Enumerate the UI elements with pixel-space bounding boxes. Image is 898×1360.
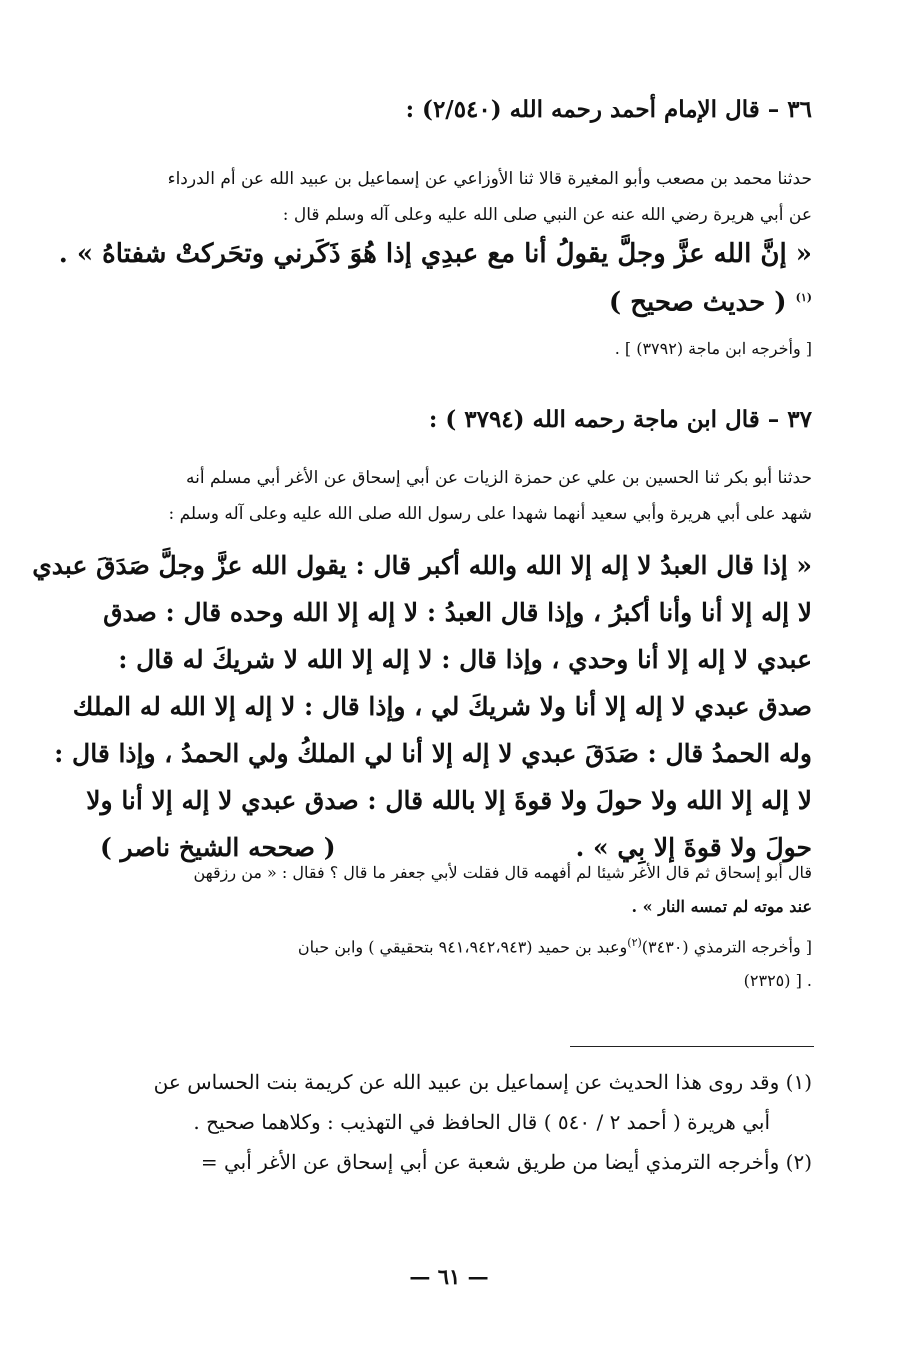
- hadith-grading: ( صححه الشيخ ناصر ): [100, 833, 336, 862]
- footnote-line: (٢) وأخرجه الترمذي أيضا من طريق شعبة عن أبي إسحاق عن الأغر أبي =: [200, 1150, 812, 1174]
- commentary-line: قال أبو إسحاق ثم قال الأغر شيئا لم أفهمه قال فقلت لأبي جعفر ما قال ؟ فقال : « من رزقهن: [193, 863, 812, 882]
- hadith-line: وله الحمدُ قال : صَدَقَ عبدي لا إله إلا أنا لي الملكُ ولي الحمدُ ، وإذا قال :: [54, 739, 812, 768]
- footnote-line: أبي هريرة ( أحمد ٢ / ٥٤٠ ) قال الحافظ في التهذيب : وكلاهما صحيح .: [193, 1110, 770, 1134]
- footnote-marker: (٢): [627, 936, 642, 949]
- hadith-line: حولَ ولا قوةَ إلا بِي » .: [575, 833, 812, 862]
- hadith-grading-line: [100, 276, 812, 325]
- narration-line: عن أبي هريرة رضي الله عنه عن النبي صلى الله عليه وعلى آله وسلم قال :: [282, 205, 812, 225]
- hadith-line: « إذا قال العبدُ لا إله إلا الله والله أكبر قال : يقول الله عزَّ وجلَّ صَدَقَ عبدي: [32, 551, 812, 580]
- section-36-hadith: [58, 232, 812, 325]
- hadith-line: لا إله إلا الله ولا حولَ ولا قوةَ إلا بالله قال : صدق عبدي لا إله إلا أنا ولا: [86, 786, 812, 815]
- takhrij-line: . [ (٢٣٢٥): [743, 971, 812, 991]
- footnote-divider: [570, 1046, 814, 1047]
- section-37-heading: ٣٧ – قال ابن ماجة رحمه الله (٣٧٩٤ ) :: [428, 406, 812, 433]
- narration-line: شهد على أبي هريرة وأبي سعيد أنهما شهدا على رسول الله صلى الله عليه وعلى آله وسلم :: [168, 504, 812, 524]
- section-36-takhrij: [ وأخرجه ابن ماجة (٣٧٩٢) ] .: [614, 339, 812, 358]
- narration-line: حدثنا محمد بن مصعب وأبو المغيرة قالا ثنا الأوزاعي عن إسماعيل بن عبيد الله عن أم الدرداء: [167, 169, 812, 189]
- section-37-narration: [100, 460, 812, 532]
- commentary-line: عند موته لم تمسه النار » .: [631, 897, 812, 916]
- section-37-takhrij: [100, 926, 812, 998]
- hadith-line: عبدي لا إله إلا أنا وحدي ، وإذا قال : لا إله إلا الله لا شريكَ له قال :: [118, 645, 812, 674]
- page-number: — ٦١ —: [409, 1264, 489, 1289]
- takhrij-part: وعبد بن حميد (٩٤١،٩٤٢،٩٤٣ بتحقيقي ) وابن حبان: [297, 937, 628, 957]
- hadith-line: « إنَّ الله عزَّ وجلَّ يقولُ أنا مع عبدِي إذا هُوَ ذَكَرني وتحَركتْ شفتاهُ » .: [58, 239, 812, 269]
- hadith-line: صدق عبدي لا إله إلا أنا ولا شريكَ لي ، وإذا قال : لا إله إلا الله له الملك: [72, 692, 812, 721]
- section-37-hadith: [32, 542, 812, 871]
- section-37-commentary: [100, 856, 812, 924]
- takhrij-part: [ وأخرجه الترمذي (٣٤٣٠): [641, 937, 812, 957]
- narration-line: حدثنا أبو بكر ثنا الحسين بن علي عن حمزة الزيات عن أبي إسحاق عن الأغر أبي مسلم أنه: [186, 468, 812, 488]
- takhrij-line: [100, 926, 812, 964]
- hadith-grading: ( حديث صحيح ): [608, 287, 787, 318]
- footnotes: [100, 1062, 812, 1182]
- section-36-heading: ٣٦ – قال الإمام أحمد رحمه الله (٢/٥٤٠) :: [405, 96, 812, 123]
- footnote-line: (١) وقد روى هذا الحديث عن إسماعيل بن عبيد الله عن كريمة بنت الحساس عن: [153, 1070, 812, 1094]
- hadith-line: لا إله إلا أنا وأنا أكبرُ ، وإذا قال العبدُ : لا إله إلا الله وحده قال : صدق: [103, 598, 812, 627]
- footnote-marker: (١): [795, 291, 812, 304]
- section-36-narration: [100, 161, 812, 233]
